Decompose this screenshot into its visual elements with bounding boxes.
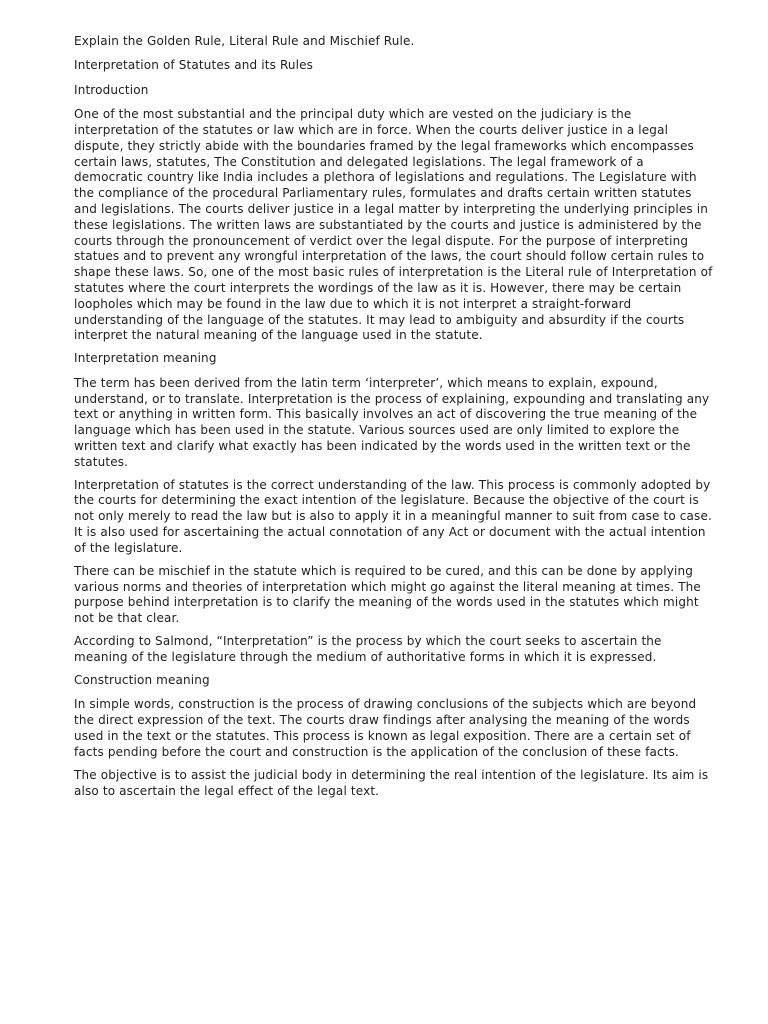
paragraph: There can be mischief in the statute which is required to be cured, and this can be done by applying various norms and theories of interpretation which might go against the literal meaning at times. The purpose behind interpretation is to clarify the meaning of the words used in the statutes which might not be that clear.: [74, 563, 701, 626]
section-heading-introduction: Introduction: [74, 82, 149, 97]
document-page: [74, 34, 716, 807]
section-heading-construction-meaning: Construction meaning: [74, 673, 210, 687]
paragraph: In simple words, construction is the process of drawing conclusions of the subjects which are beyond the direct expression of the text. The courts draw findings after analysing the meaning of the words used in the text or the statutes. This process is known as legal exposition. There are a certain set of facts pending before the court and construction is the application of the conclusion of these facts.: [74, 697, 697, 759]
document-subtitle: Interpretation of Statutes and its Rules: [74, 58, 314, 73]
document-title: Explain the Golden Rule, Literal Rule and Mischief Rule.: [74, 34, 415, 48]
paragraph: According to Salmond, “Interpretation” is the process by which the court seeks to ascertain the meaning of the legislature through the medium of authoritative forms in which it is expressed.: [74, 634, 662, 665]
section-heading-interpretation-meaning: Interpretation meaning: [74, 351, 217, 366]
paragraph: The term has been derived from the latin term ‘interpreter’, which means to explain, expound, understand, or to translate. Interpretation is the process of explaining, expounding and translating any text or anything in written form. This basically involves an act of discovering the true meaning of the language which has been used in the statute. Various sources used are only limited to explore the written text and clarify what exactly has been indicated by the words used in the written text or the statutes.: [74, 375, 710, 469]
paragraph: Interpretation of statutes is the correct understanding of the law. This process is commonly adopted by the courts for determining the exact intention of the legislature. Because the objective of the court is not only merely to read the law but is also to apply it in a meaningful manner to suit from case to case. It is also used for ascertaining the actual connotation of any Act or document with the actual intention of the legislature.: [74, 477, 712, 555]
paragraph: The objective is to assist the judicial body in determining the real intention of the legislature. Its aim is also to ascertain the legal effect of the legal text.: [74, 767, 709, 798]
paragraph: One of the most substantial and the principal duty which are vested on the judiciary is the interpretation of the statutes or law which are in force. When the courts deliver justice in a legal dispute, they strictly abide with the boundaries framed by the legal frameworks which encompasses certain laws, statutes, The Constitution and delegated legislations. The legal framework of a democratic country like India includes a plethora of legislations and regulations. The Legislature with the compliance of the procedural Parliamentary rules, formulates and drafts certain written statutes and legislations. The courts deliver justice in a legal matter by interpreting the underlying principles in these legislations. The written laws are substantiated by the courts and justice is administered by the courts through the pronouncement of verdict over the legal dispute. For the purpose of interpreting statues and to prevent any wrongful interpretation of the laws, the court should follow certain rules to shape these laws. So, one of the most basic rules of interpretation is the Literal rule of Interpretation of statutes where the court interprets the wordings of the law as it is. However, there may be certain loopholes which may be found in the law due to which it is not interpret a straight-forward understanding of the language of the statutes. It may lead to ambiguity and absurdity if the courts interpret the natural meaning of the language used in the statute.: [74, 107, 713, 343]
